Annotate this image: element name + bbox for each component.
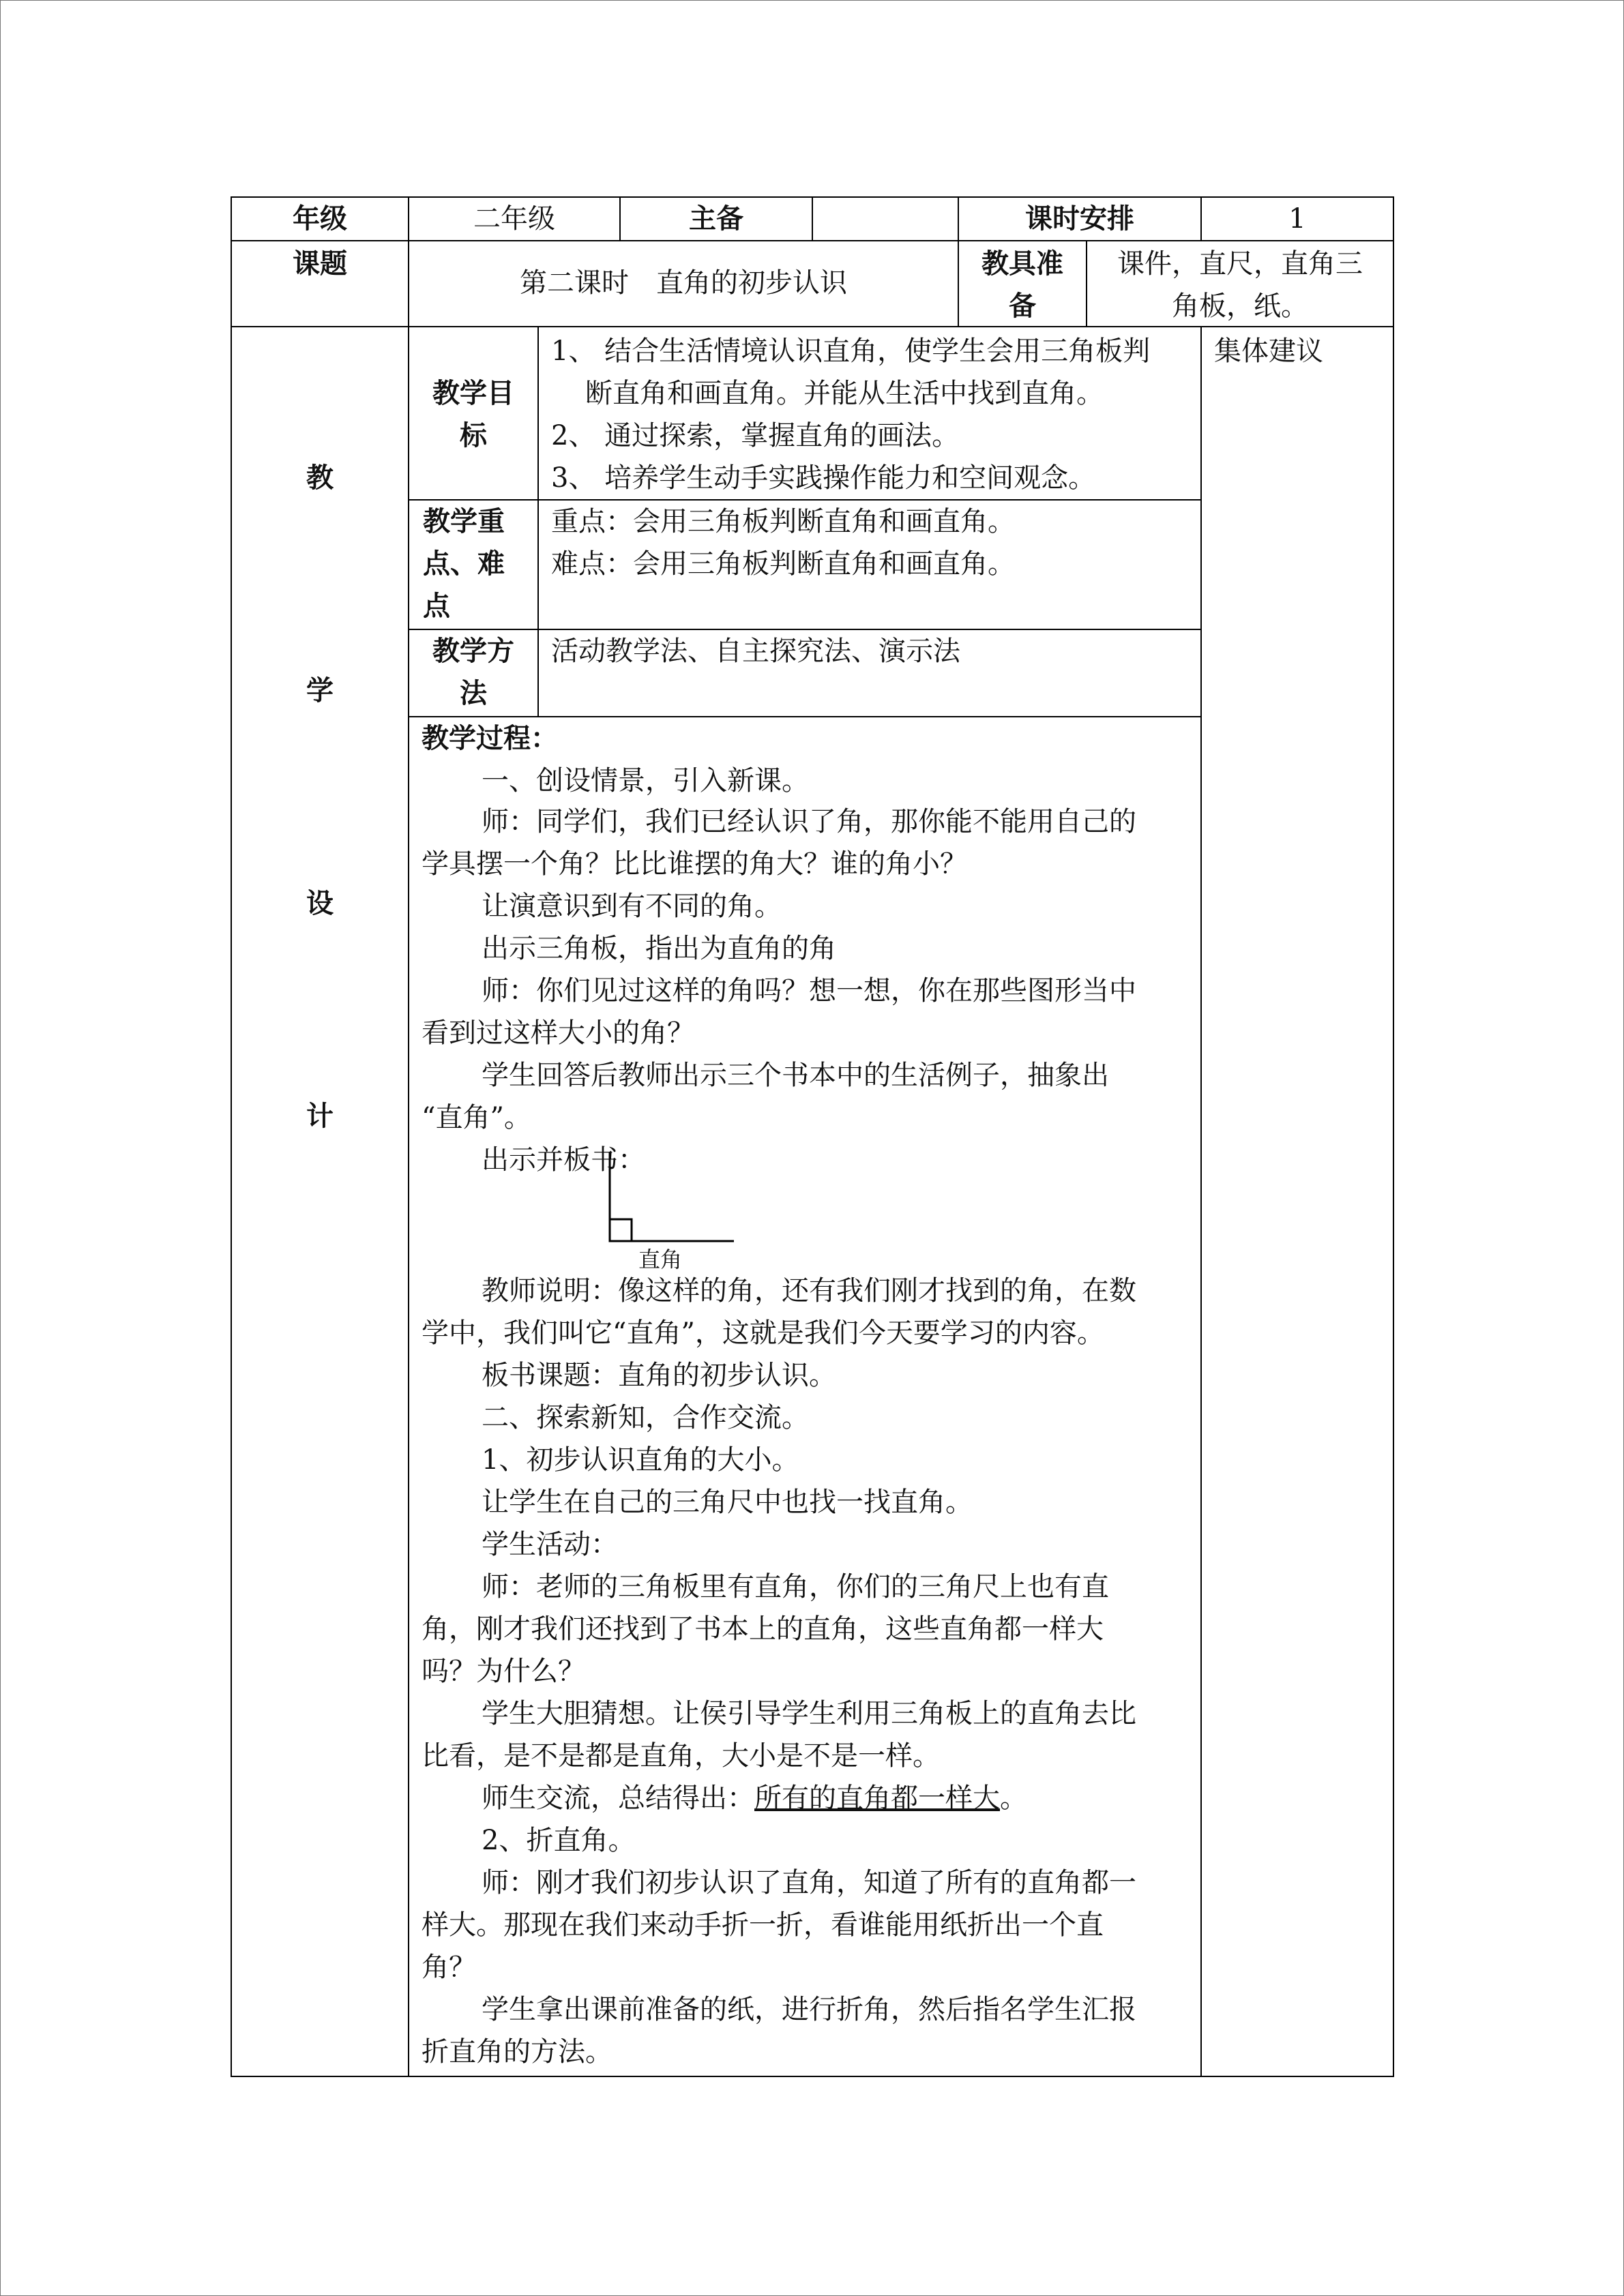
- tools-label-line2: 备: [1009, 290, 1036, 322]
- objectives-label-line1: 教学目: [432, 378, 514, 409]
- right-angle-caption: 直角: [638, 1247, 683, 1272]
- summary-conclusion: 所有的直角都一样大: [754, 1783, 1000, 1814]
- cell-lead-value: [812, 196, 959, 241]
- process-line: 学中，我们叫它“直角”，这就是我们今天要学习的内容。: [422, 1317, 1104, 1349]
- summary-suffix: 。: [1000, 1783, 1027, 1814]
- process-line: 吗？为什么？: [422, 1656, 585, 1687]
- design-label-char3: 设: [306, 888, 334, 919]
- keypoints-label-line1: 教学重: [423, 506, 505, 537]
- methods-label-line1: 教学方: [432, 636, 514, 667]
- keypoints-label-line2: 点、难: [423, 548, 505, 580]
- process-line: 一、创设情景，引入新课。: [482, 765, 809, 796]
- keypoint-line: 难点：会用三角板判断直角和画直角。: [551, 548, 1015, 580]
- process-line: 学生回答后教师出示三个书本中的生活例子，抽象出: [482, 1060, 1109, 1091]
- process-line: 学具摆一个角？比比谁摆的角大？谁的角小？: [422, 848, 967, 880]
- process-line: 二、探索新知，合作交流。: [482, 1402, 809, 1433]
- topic-label: 课题: [293, 248, 347, 280]
- process-line: 师：你们见过这样的角吗？想一想，你在那些图形当中: [482, 975, 1136, 1007]
- cell-design-label: [231, 326, 409, 2077]
- process-line: 让学生在自己的三角尺中也找一找直角。: [482, 1487, 973, 1518]
- objective-line: 3、 培养学生动手实践操作能力和空间观念。: [551, 462, 1096, 494]
- process-line: 师：同学们，我们已经认识了角，那你能不能用自己的: [482, 806, 1136, 837]
- design-label-char2: 学: [306, 675, 334, 706]
- process-line: 学生拿出课前准备的纸，进行折角，然后指名学生汇报: [482, 1994, 1136, 2025]
- tools-value-line1: 课件，直尺，直角三: [1117, 248, 1363, 280]
- process-line: 出示三角板，指出为直角的角: [482, 933, 836, 964]
- process-title: 教学过程：: [422, 723, 558, 754]
- keypoints-label-line3: 点: [423, 591, 450, 622]
- process-line: 比看，是不是都是直角，大小是不是一样。: [422, 1740, 940, 1772]
- methods-label-line2: 法: [460, 678, 487, 709]
- design-label-char4: 计: [306, 1101, 334, 1132]
- objective-line: 断直角和画直角。并能从生活中找到直角。: [585, 378, 1104, 409]
- topic-value: 第二课时 直角的初步认识: [520, 267, 847, 299]
- grade-value: 二年级: [473, 203, 555, 235]
- process-line: 师：老师的三角板里有直角，你们的三角尺上也有直: [482, 1571, 1109, 1602]
- process-line: 角？: [422, 1952, 476, 1983]
- right-angle-marker: [610, 1219, 632, 1241]
- process-line: 折直角的方法。: [422, 2036, 612, 2068]
- hours-value: 1: [1288, 203, 1306, 235]
- suggestion-text: 集体建议: [1214, 336, 1323, 367]
- process-line: 师：刚才我们初步认识了直角，知道了所有的直角都一: [482, 1867, 1136, 1898]
- design-label-char1: 教: [306, 462, 334, 494]
- summary-prefix: 师生交流，总结得出：: [482, 1783, 754, 1814]
- process-line: 样大。那现在我们来动手折一折，看谁能用纸折出一个直: [422, 1909, 1104, 1941]
- tools-value-line2: 角板，纸。: [1172, 290, 1308, 322]
- process-line: 看到过这样大小的角？: [422, 1017, 694, 1049]
- process-line: 板书课题：直角的初步认识。: [482, 1360, 836, 1391]
- lead-label: 主备: [689, 203, 743, 235]
- process-line: 2、折直角。: [482, 1825, 636, 1856]
- process-line: 教师说明：像这样的角，还有我们刚才找到的角，在数: [482, 1275, 1136, 1307]
- objectives-label-line2: 标: [460, 420, 487, 451]
- process-line: 出示并板书：: [482, 1144, 645, 1176]
- hours-label: 课时安排: [1025, 203, 1134, 235]
- objective-line: 2、 通过探索，掌握直角的画法。: [551, 420, 960, 451]
- objective-line: 1、 结合生活情境认识直角，使学生会用三角板判: [551, 336, 1151, 367]
- process-line: 学生大胆猜想。让侯引导学生利用三角板上的直角去比: [482, 1698, 1136, 1729]
- process-line: 让演意识到有不同的角。: [482, 891, 782, 922]
- process-line: 1、初步认识直角的大小。: [482, 1444, 799, 1476]
- grade-label: 年级: [293, 203, 347, 235]
- methods-text: 活动教学法、自主探究法、演示法: [551, 636, 960, 667]
- process-line: “直角”。: [422, 1102, 531, 1133]
- process-line: [482, 1777, 1027, 1819]
- cell-suggestion: [1200, 326, 1394, 2077]
- keypoint-line: 重点：会用三角板判断直角和画直角。: [551, 506, 1015, 537]
- tools-label-line1: 教具准: [981, 248, 1063, 280]
- process-line: 学生活动：: [482, 1529, 618, 1560]
- process-line: 角，刚才我们还找到了书本上的直角，这些直角都一样大: [422, 1613, 1104, 1645]
